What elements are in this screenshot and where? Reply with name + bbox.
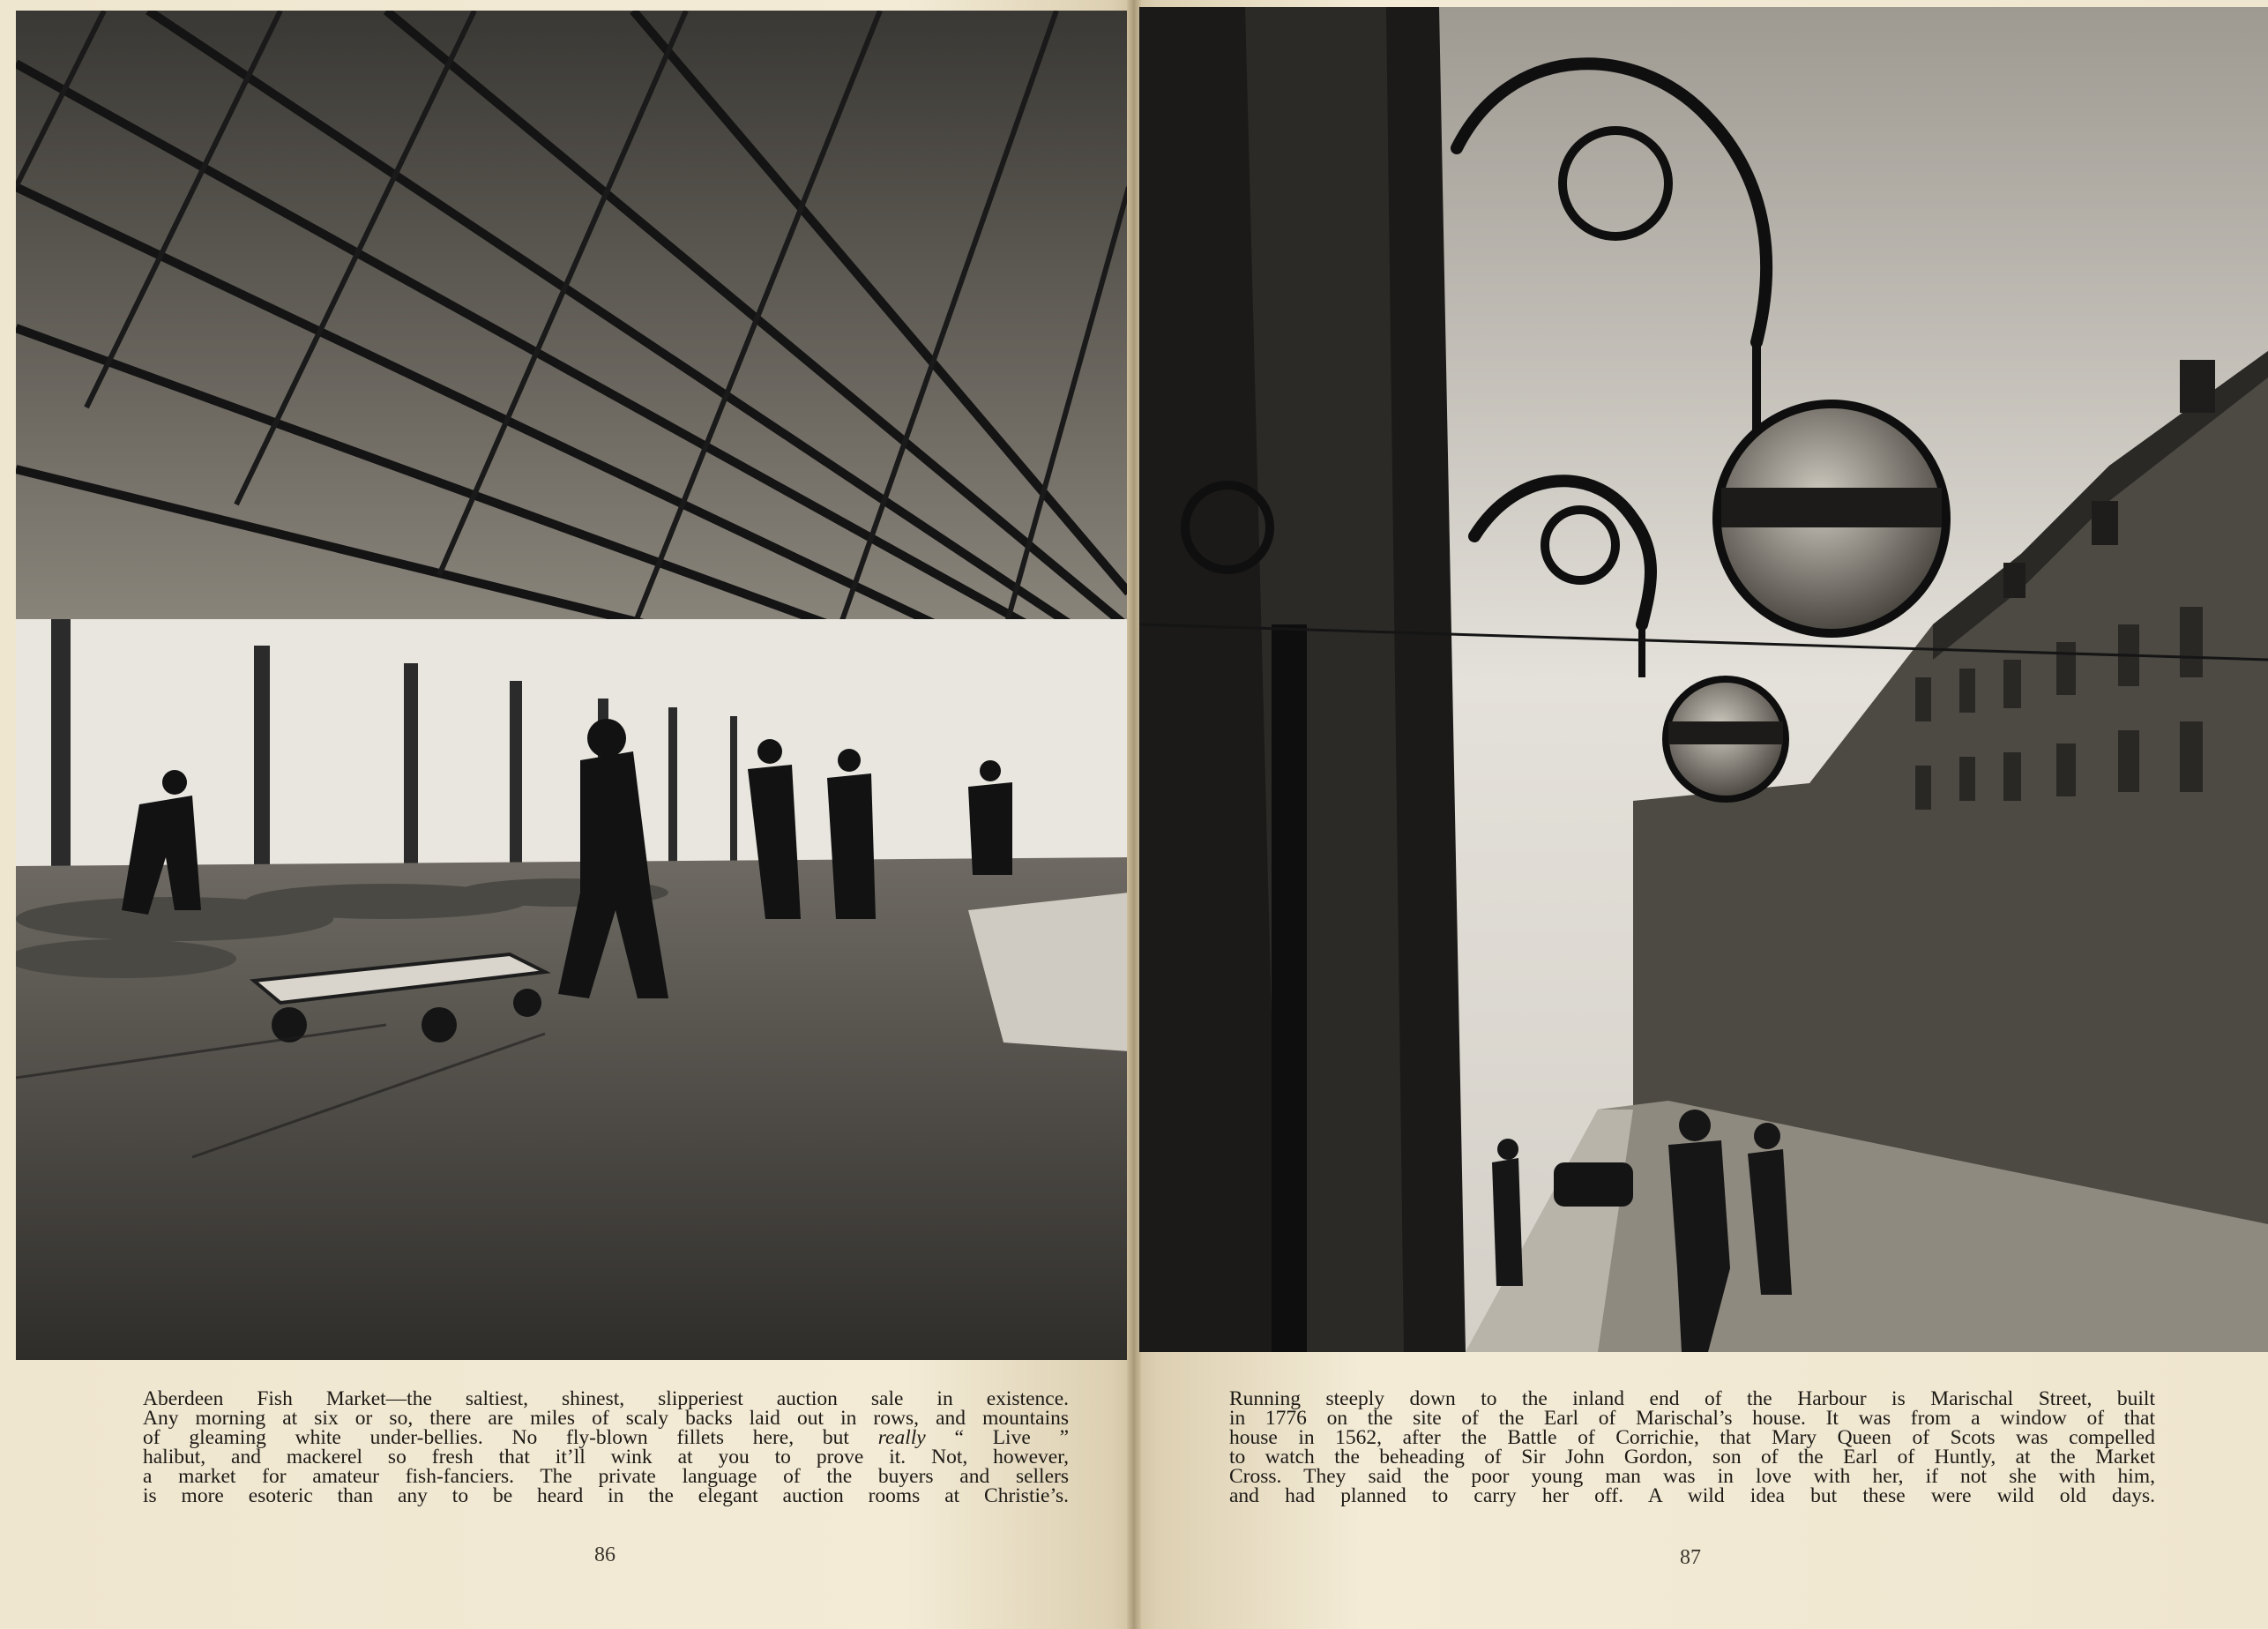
left-page bbox=[0, 0, 1131, 1629]
caption-line: is more esoteric than any to be heard in the elegant auction rooms at Christie’s. bbox=[143, 1484, 1069, 1507]
caption-line: and had planned to carry her off. A wild idea but these were wild old days. bbox=[1229, 1484, 2155, 1507]
page-number: 86 bbox=[594, 1543, 615, 1566]
caption-line: Cross. They said the poor young man was in love with her, if not she with him, bbox=[1229, 1465, 2155, 1488]
caption-line: of gleaming white under-bellies. No fly-blown fillets here, but really “ Live ” bbox=[143, 1426, 1069, 1449]
marischal-street-illustration bbox=[1139, 7, 2268, 1352]
fish-market-illustration bbox=[16, 11, 1129, 1360]
caption-line: Running steeply down to the inland end of the Harbour is Marischal Street, built bbox=[1229, 1387, 2155, 1410]
caption-line: a market for amateur fish-fanciers. The private language of the buyers and sellers bbox=[143, 1465, 1069, 1488]
caption-line: to watch the beheading of Sir John Gordon, son of the Earl of Huntly, at the Market bbox=[1229, 1446, 2155, 1468]
page-number: 87 bbox=[1680, 1546, 1701, 1569]
caption-line: halibut, and mackerel so fresh that it’ll wink at you to prove it. Not, however, bbox=[143, 1446, 1069, 1468]
caption-line: Aberdeen Fish Market—the saltiest, shinest, slipperiest auction sale in existence. bbox=[143, 1387, 1069, 1410]
caption-line: in 1776 on the site of the Earl of Marischal’s house. It was from a window of that bbox=[1229, 1407, 2155, 1430]
fish-market-caption bbox=[143, 1389, 1069, 1506]
marischal-street-caption bbox=[1229, 1389, 2155, 1506]
right-page bbox=[1139, 0, 2268, 1629]
marischal-street-photo bbox=[1139, 7, 2268, 1352]
fish-market-photo bbox=[16, 11, 1129, 1360]
caption-line: Any morning at six or so, there are miles of scaly backs laid out in rows, and mountains bbox=[143, 1407, 1069, 1430]
caption-line: house in 1562, after the Battle of Corrichie, that Mary Queen of Scots was compelled bbox=[1229, 1426, 2155, 1449]
